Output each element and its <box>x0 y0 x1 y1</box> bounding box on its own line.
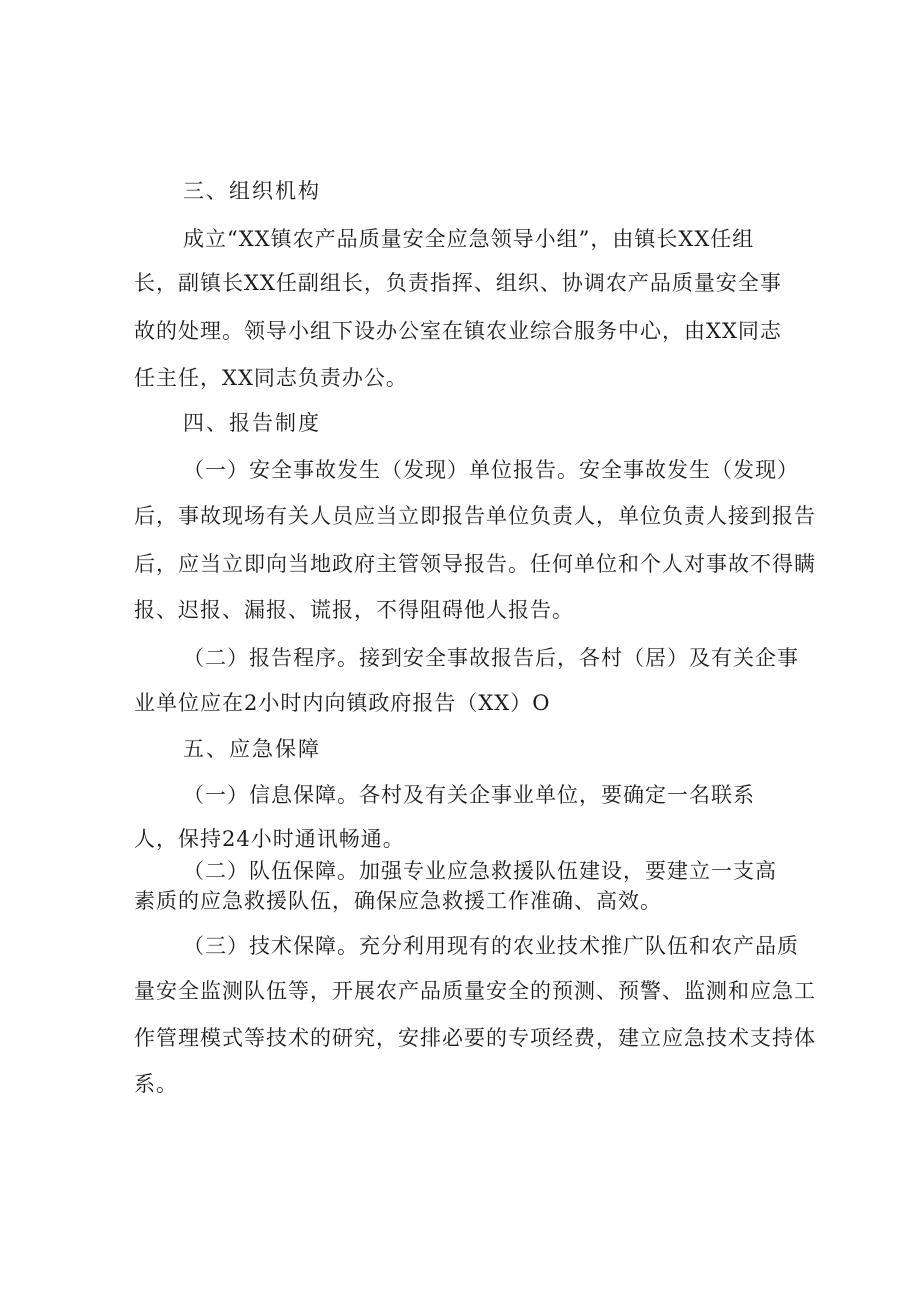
paragraph-line: 长，副镇长XX任副组长，负责指挥、组织、协调农产品质量安全事 <box>134 271 782 295</box>
paragraph-line: 作管理模式等技术的研究，安排必要的专项经费，建立应急技术支持体 <box>134 1026 816 1050</box>
paragraph-line: 成立“XX镇农产品质量安全应急领导小组”，由镇长XX任组 <box>183 227 755 251</box>
section-heading-reporting: 四、报告制度 <box>183 411 321 435</box>
paragraph-line: （二）队伍保障。加强专业应急救援队伍建设，要建立一支高 <box>183 859 777 883</box>
paragraph-line: 任主任，XX同志负责办公。 <box>134 366 408 390</box>
paragraph-line: （三）技术保障。充分利用现有的农业技术推广队伍和农产品质 <box>183 934 799 958</box>
paragraph-line: 素质的应急救援队伍，确保应急救援工作准确、高效。 <box>134 889 662 913</box>
paragraph-line: 量安全监测队伍等，开展农产品质量安全的预测、预警、监测和应急工 <box>134 979 816 1003</box>
paragraph-line: （一）安全事故发生（发现）单位报告。安全事故发生（发现） <box>183 458 799 482</box>
paragraph-line: 业单位应在2小时内向镇政府报告（XX）O <box>134 691 551 715</box>
paragraph-line: （一）信息保障。各村及有关企事业单位，要确定一名联系 <box>183 783 755 807</box>
paragraph-line: 后，应当立即向当地政府主管领导报告。任何单位和个人对事故不得瞒 <box>134 552 816 576</box>
paragraph-line: 故的处理。领导小组下设办公室在镇农业综合服务中心，由XX同志 <box>134 319 782 343</box>
section-heading-organization: 三、组织机构 <box>183 179 321 203</box>
paragraph-line: 系。 <box>134 1072 178 1096</box>
paragraph-line: 人，保持24小时通讯畅通。 <box>134 827 405 851</box>
paragraph-line: 报、迟报、漏报、谎报，不得阻碍他人报告。 <box>134 598 574 622</box>
paragraph-line: 后，事故现场有关人员应当立即报告单位负责人，单位负责人接到报告 <box>134 504 816 528</box>
paragraph-line: （二）报告程序。接到安全事故报告后，各村（居）及有关企事 <box>183 646 799 670</box>
section-heading-emergency-support: 五、应急保障 <box>183 737 321 761</box>
